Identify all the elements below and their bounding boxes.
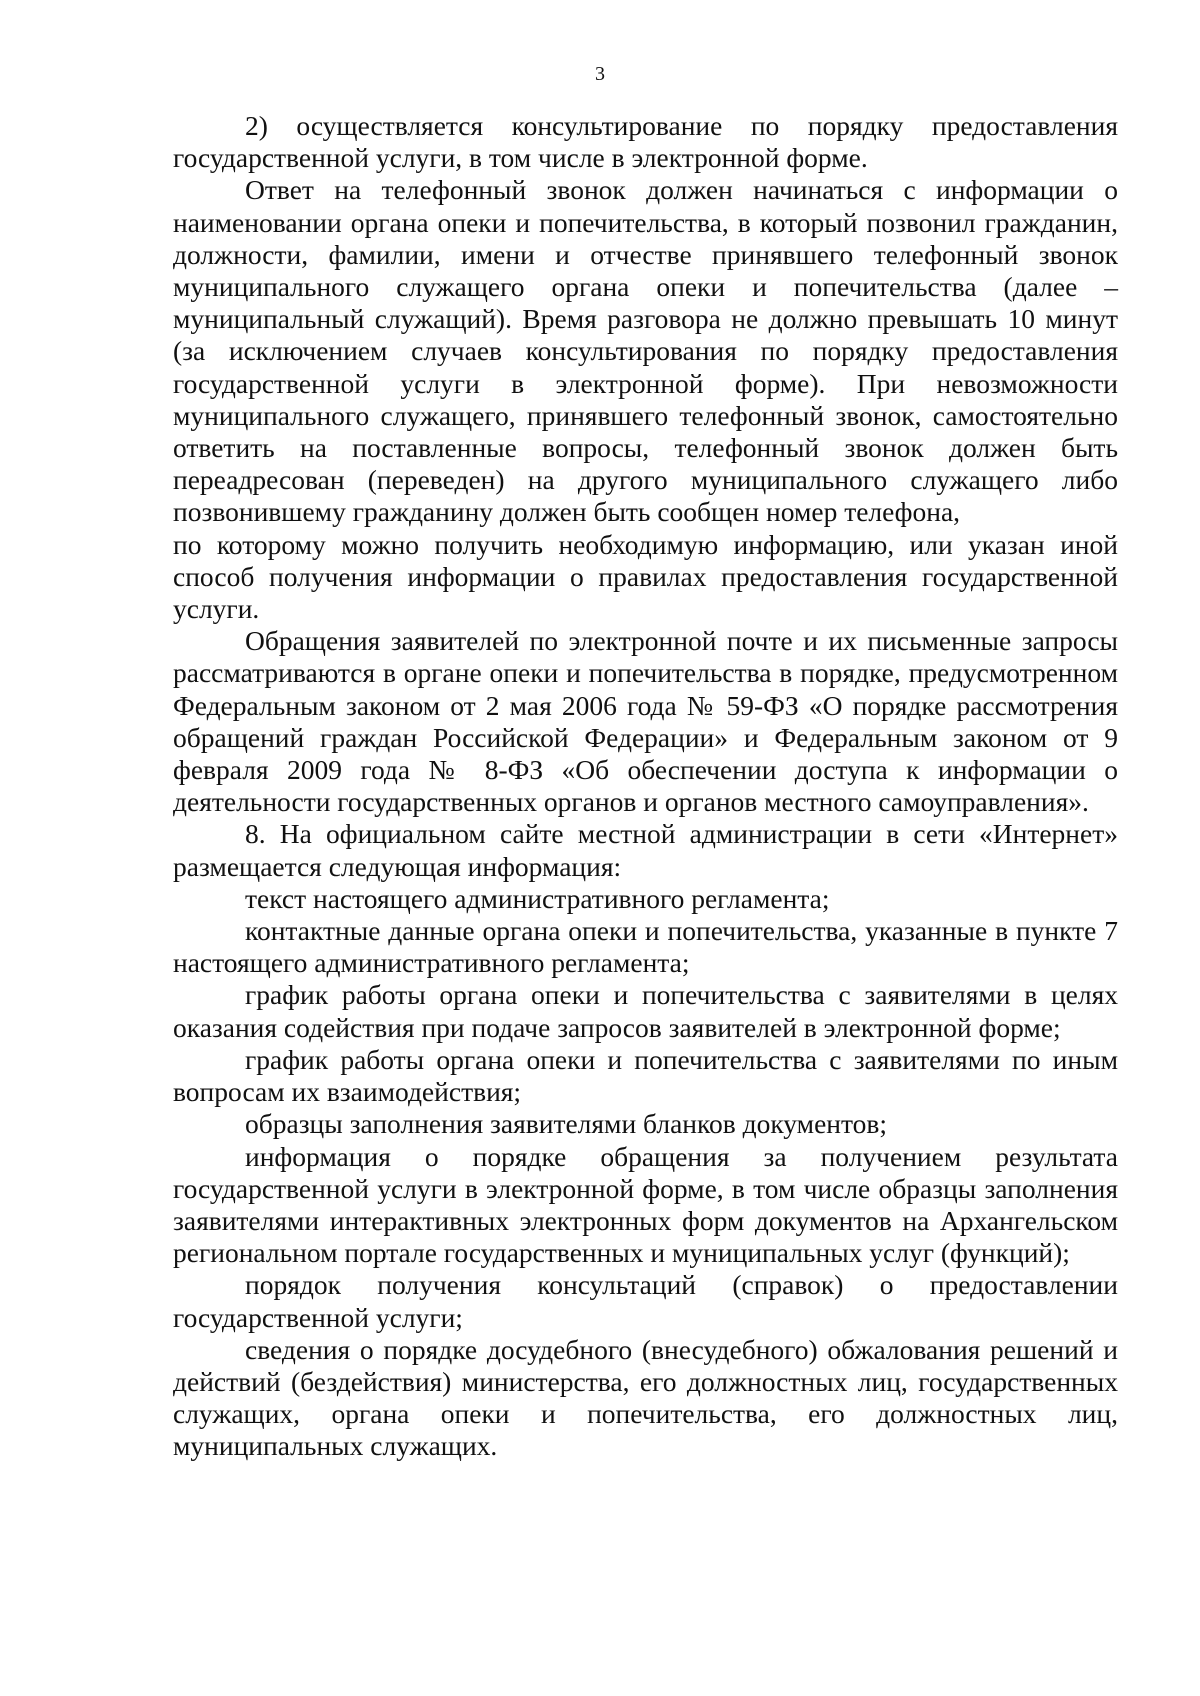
list-item-schedule-electronic: график работы органа опеки и попечительства с заявителями в целях оказания содействия при подаче запросов заявителей в электронной форме; [173,979,1118,1043]
document-body [173,110,1118,1463]
list-item-regulation-text: текст настоящего административного регламента; [245,882,830,914]
paragraph-phone-answer: Ответ на телефонный звонок должен начинаться с информации о наименовании органа опеки и попечительства, в который позвонил гражданин, должности, фамилии, имени и отчестве принявшего телефонный звонок муниципального служащего органа опеки и попечительства (далее – муниципальный служащий). Время разговора не должно превышать 10 минут (за исключением случаев консультирования по порядку предоставления государственной услуги в электронной форме). При невозможности муниципального служащего, принявшего телефонный звонок, самостоятельно ответить на поставленные вопросы, телефонный звонок должен быть переадресован (переведен) на другого муниципального служащего либо позвонившему гражданину должен быть сообщен номер телефона, [173,174,1118,528]
page-number: 3 [595,63,605,85]
list-item-electronic-result-info: информация о порядке обращения за получением результата государственной услуги в электронной форме, в том числе образцы заполнения заявителями интерактивных электронных форм документов на Архангельском региональном портале государственных и муниципальных услуг (функций); [173,1140,1118,1269]
list-item-consultation-procedure: порядок получения консультаций (справок) о предоставлении государственной услуги; [173,1269,1118,1333]
paragraph-section-8: 8. На официальном сайте местной администрации в сети «Интернет» размещается следующая информация: [173,818,1118,882]
paragraph-consultation-item: 2) осуществляется консультирование по порядку предоставления государственной услуги, в том числе в электронной форме. [173,110,1118,174]
list-item-schedule-other: график работы органа опеки и попечительства с заявителями по иным вопросам их взаимодействия; [173,1043,1118,1108]
list-item-contact-data: контактные данные органа опеки и попечительства, указанные в пункте 7 настоящего административного регламента; [173,915,1118,979]
list-item-form-samples: образцы заполнения заявителями бланков документов; [245,1108,888,1140]
paragraph-email-requests: Обращения заявителей по электронной почте и их письменные запросы рассматриваются в органе опеки и попечительства в порядке, предусмотренном Федеральным законом от 2 мая 2006 года № 59-ФЗ «О порядке рассмотрения обращений граждан Российской Федерации» и Федеральным законом от 9 февраля 2009 года № 8-ФЗ «Об обеспечении доступа к информации о деятельности государственных органов и органов местного самоуправления». [173,625,1118,818]
list-item-appeal-procedure: сведения о порядке досудебного (внесудебного) обжалования решений и действий (бездействия) министерства, его должностных лиц, государственных служащих, органа опеки и попечительства, его должностных лиц, муниципальных служащих. [173,1333,1118,1462]
paragraph-phone-continuation: по которому можно получить необходимую информацию, или указан иной способ получения информации о правилах предоставления государственной услуги. [173,528,1118,625]
